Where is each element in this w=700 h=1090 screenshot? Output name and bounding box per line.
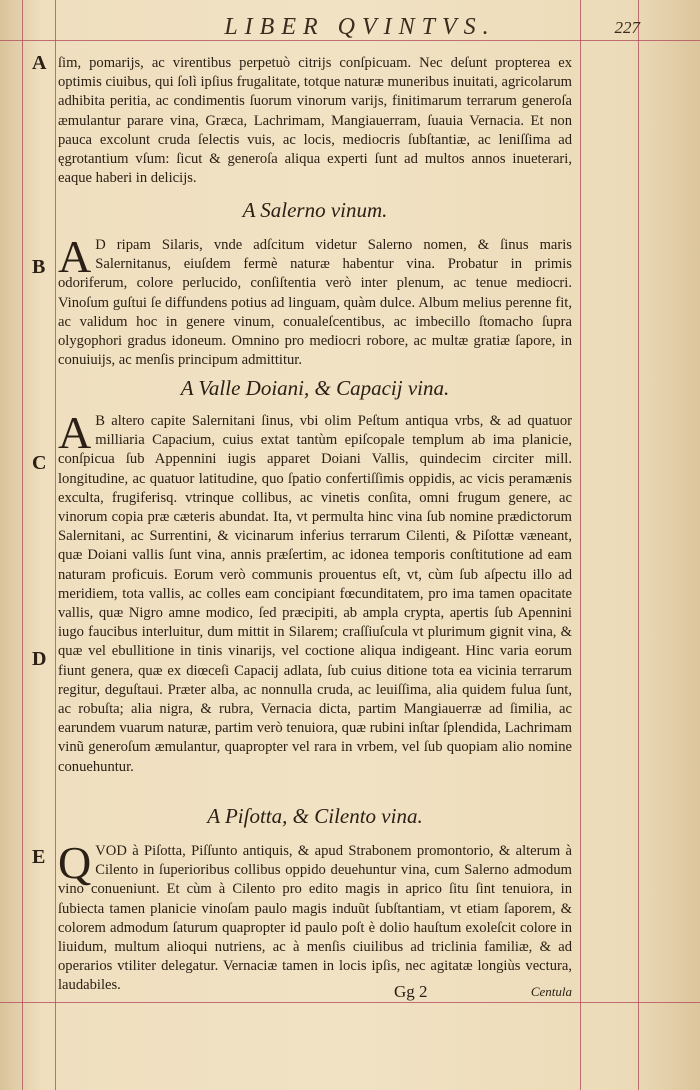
margin-letter-b: B [32, 256, 46, 278]
section-heading-doiani: A Valle Doiani, & Capacij vina. [180, 376, 450, 400]
paragraph-text: D ripam Silaris, vnde adſcitum videtur Salerno nomen, & ſinus maris Salernitanus, eiuſdem fermè naturæ habentur vina. Probatur in primis odoriferum, colore perlucido, conſiſtentia verò inter plenum, ac tenue mediocri. Vinoſum guſtui ſe diffundens potius ad linguam, quàm dulce. Album melius perenne fit, ac validum hoc in genere vinum, conualeſcentibus, ac imbecillo ſtomacho ſupra olygophori gradus idoneum. Omnino pro mediocri robore, ac multæ gratiæ ſapore, in conuiuijs, ac menſis principum admittitur. [58, 237, 572, 369]
drop-cap: A [58, 407, 92, 458]
paragraph-pisotta [58, 837, 572, 996]
margin-letter-a: A [32, 52, 47, 74]
red-rule-left-inner [55, 0, 56, 1090]
paragraph-continuation [58, 54, 572, 188]
paragraph-text: ſim, pomarijs, ac virentibus perpetuò citrijs conſpicuam. Nec deſunt propterea ex optimis ciuibus, qui ſolì ipſius frugalitate, totque naturæ muneribus inuitati, agricolarum adhibita peritia, ac condimentis ſuorum vinorum varijs, finitimarum terrarum generoſa æmulantur parare vina, Græca, Lachrimam, Mangiauerram, ſuauia Vernacia. Et non pauca excolunt cruda ſelectis vuis, ac locis, mediocris ſubſtantiæ, ac leniſſima ad ęgrotantium vſum: ſicut & generoſa aliqua experti ſunt ad multos annos inueterari, eaque haberi in delicijs. [58, 55, 572, 187]
red-rule-left-outer [22, 0, 23, 1090]
catchword: Centula [530, 984, 572, 999]
margin-letter-d: D [32, 648, 47, 670]
page-footer [58, 982, 572, 1004]
drop-cap: A [58, 231, 92, 282]
paragraph-text: VOD à Piſotta, Piſſunto antiquis, & apud Strabonem promontorio, & alterum à Cilento in ſuperioribus collibus oppido deuehuntur vina, cum Salerno admodum vino conueniunt. Et cùm à Cilento pro edito magis in aprico ſitu ſint tenuiora, in ſubiecta tamen planicie vinoſam paulo magis induũt ſubſtantiam, vt etiam ſaporem, & colorem admodum ſaturum quapropter id paulo poſt è dolio hauſtum exoleſcit colore in liuidum, multum alioqui nutriens, ac à menſis ciuilibus ad triclinia familiæ, & ad operarios vtiliter delegatur. Vernaciæ tamen in locis ipſis, nec agitatæ longiùs vectura, laudabiles. [58, 843, 572, 994]
running-head [60, 14, 640, 44]
paragraph-text: B altero capite Salernitani ſinus, vbi olim Peſtum antiqua vrbs, & ad quatuor milliaria Capacium, cuius extat tantùm epiſcopale templum ab ima planicie, conſpicua ſub Appennini iugis apparet Doiani Vallis, quindecim circiter mill. longitudine, ac quatuor latitudine, quo ſpatio confertiſſimis oppidis, ac vicis peramænis exculta, frugiferisq. vtrinque collibus, ac vinetis conſita, omni frugum genere, ac vinorum copia præ cæteris abundat. Ita, vt permulta hinc vina ſub nomine prædictorum Salernitani, ac Surrentini, & vicinarum inferius terrarum Cilenti, & Piſottæ væneant, quæ Doiani vallis ſunt vina, annis præſertim, ac idonea temporis conſtitutione ad eam naturam proficuis. Eorum verò communis prouentus eſt, vt, cùm ſub aſpectu illo ad meridiem, tota vallis, ac colles eam concipiant fœcunditatem, pro ima tamen opacitate vallis, quæ Nigro amne modico, ſed præcipiti, ab ampla crypta, apertis ſub Apennini iugo faucibus interluitur, dum mittit in Silarem; craſſiuſcula vt plurimum gignit vina, & quæ vel ebullitione in tinis vinarijs, vel coctione aliqua indigeant. Hinc varia eorum fiunt genera, quæ ex diœceſi Capacij adlata, ſub cuius ditione tota ea vicinia terrarum regitur, deguſtaui. Præter alba, ac nonnulla cruda, ac leuiſſima, alia quidem fulua ſunt, ac robuſta; alia nigra, & rubra, Vernacia dicta, partim Mangiauerræ ad ſimilia, ac earundem vuarum naturæ, partim verò tenuiora, quæ rubini inſtar ſplendida, Lachrimam vinũ generoſum æmulantur, quapropter vel rara in vrbem, vel ſub quopiam alio nomine conuehuntur. [58, 413, 572, 775]
red-rule-right-inner [580, 0, 581, 1090]
margin-letter-c: C [32, 452, 47, 474]
drop-cap: Q [58, 837, 92, 888]
section-heading-pisotta: A Piſotta, & Cilento vina. [207, 804, 423, 828]
red-rule-right-outer [638, 0, 639, 1090]
section-heading-salerno: A Salerno vinum. [242, 198, 388, 222]
paragraph-salerno [58, 231, 572, 370]
signature-mark: Gg 2 [394, 982, 428, 1001]
margin-letter-e: E [32, 846, 46, 868]
paragraph-doiani [58, 407, 572, 777]
running-title: LIBER QVINTVS. [224, 14, 496, 40]
page-number: 227 [614, 18, 640, 37]
